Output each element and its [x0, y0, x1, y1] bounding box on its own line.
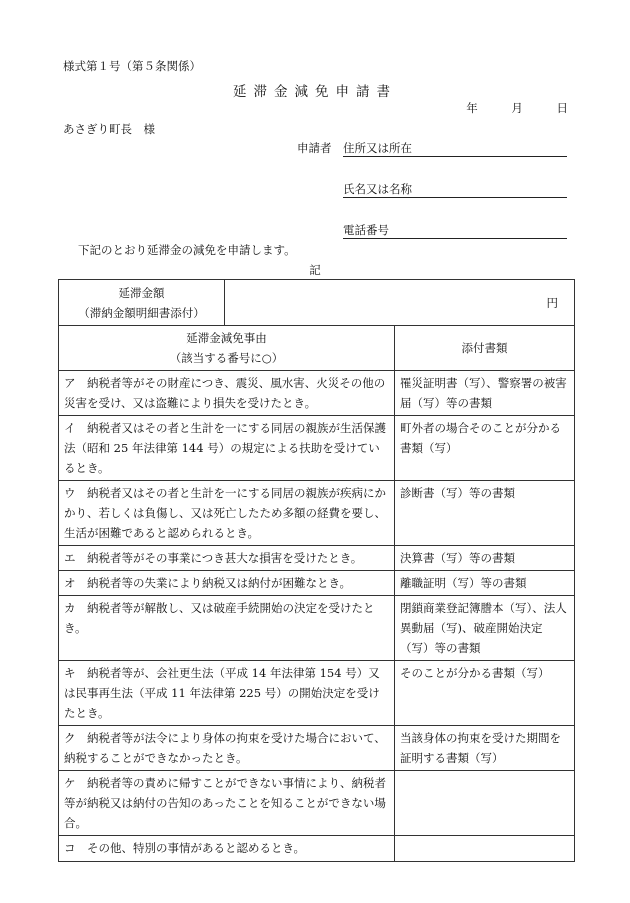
reason-row-i[interactable] — [59, 416, 395, 481]
date-month[interactable]: 月 — [511, 101, 523, 115]
reason-header: 延滞金減免事由 — [186, 331, 267, 345]
attach-cell: 離職証明（写）等の書類 — [395, 571, 575, 596]
reason-text: オ 納税者等の失業により納税又は納付が困難なとき。 — [64, 576, 352, 590]
reason-text: カ 納税者等が解散し、又は破産手続開始の決定を受けたとき。 — [64, 601, 375, 635]
amount-label: 延滞金額 — [118, 285, 165, 300]
reason-row-ka[interactable] — [59, 596, 395, 661]
attach-header: 添付書類 — [395, 326, 575, 371]
attach-cell: 決算書（写）等の書類 — [395, 546, 575, 571]
reason-header-note: （該当する番号に○） — [169, 351, 284, 365]
reason-text: ク 納税者等が法令により身体の拘束を受けた場合において、納税することができなかったとき。 — [64, 731, 386, 765]
attach-cell: 町外者の場合そのことが分かる書類（写） — [395, 416, 575, 481]
reason-text: エ 納税者等がその事業につき甚大な損害を受けたとき。 — [64, 551, 363, 565]
reason-text: コ その他、特別の事情があると認めるとき。 — [64, 841, 306, 855]
ki-label: 記 — [309, 263, 321, 277]
reason-text: ア 納税者等がその財産につき、震災、風水害、火災その他の災害を受け、又は盗難により損失を受けたとき。 — [64, 376, 386, 410]
reason-text: ケ 納税者等の責めに帰すことができない事情により、納税者等が納税又は納付の告知のあったことを知ることができない場合。 — [64, 776, 386, 830]
reduction-table — [58, 279, 575, 862]
amount-label-note: （滞納金額明細書添付） — [78, 305, 205, 320]
attach-cell — [395, 771, 575, 836]
attach-cell: 閉鎖商業登記簿謄本（写）、法人異動届（写)、破産開始決定（写）等の書類 — [395, 596, 575, 661]
name-field[interactable]: 氏名又は名称 — [343, 181, 567, 198]
form-number: 様式第１号（第５条関係） — [63, 59, 201, 73]
page-title: 延滞金減免申請書 — [233, 84, 397, 100]
phone-field[interactable]: 電話番号 — [343, 222, 567, 239]
date-year[interactable]: 年 — [466, 101, 478, 115]
reason-row-u[interactable] — [59, 481, 395, 546]
date-day[interactable]: 日 — [556, 101, 568, 115]
reason-row-a[interactable] — [59, 371, 395, 416]
reason-row-o[interactable] — [59, 571, 395, 596]
reason-text: キ 納税者等が、会社更生法（平成 14 年法律第 154 号）又は民事再生法（平成 11 年法律第 225 号）の開始決定を受けたとき。 — [64, 666, 380, 720]
attach-cell: 診断書（写）等の書類 — [395, 481, 575, 546]
attach-cell: そのことが分かる書類（写） — [395, 661, 575, 726]
amount-input-cell[interactable] — [225, 280, 575, 326]
reason-header-cell — [59, 326, 395, 371]
attach-cell — [395, 836, 575, 862]
addressee: あさぎり町長 様 — [63, 122, 155, 136]
request-statement: 下記のとおり延滞金の減免を申請します。 — [78, 243, 296, 257]
reason-row-e[interactable] — [59, 546, 395, 571]
attach-cell: 当該身体の拘束を受けた期間を証明する書類（写） — [395, 726, 575, 771]
amount-label-cell — [59, 280, 225, 326]
attach-cell: 罹災証明書（写）、警察署の被害届（写）等の書類 — [395, 371, 575, 416]
reason-row-ku[interactable] — [59, 726, 395, 771]
reason-row-ki[interactable] — [59, 661, 395, 726]
date-line — [466, 100, 568, 116]
reason-text: イ 納税者又はその者と生計を一にする同居の親族が生活保護法（昭和 25 年法律第 144 号）の規定による扶助を受けているとき。 — [64, 421, 386, 475]
amount-unit: 円 — [546, 295, 558, 310]
applicant-label: 申請者 — [297, 141, 332, 155]
reason-row-ko[interactable] — [59, 836, 395, 862]
reason-text: ウ 納税者又はその者と生計を一にする同居の親族が疾病にかかり、若しくは負傷し、又は死亡したため多額の経費を要し、生活が困難であると認められるとき。 — [64, 486, 386, 540]
address-field[interactable]: 住所又は所在 — [343, 140, 567, 157]
reason-row-ke[interactable] — [59, 771, 395, 836]
